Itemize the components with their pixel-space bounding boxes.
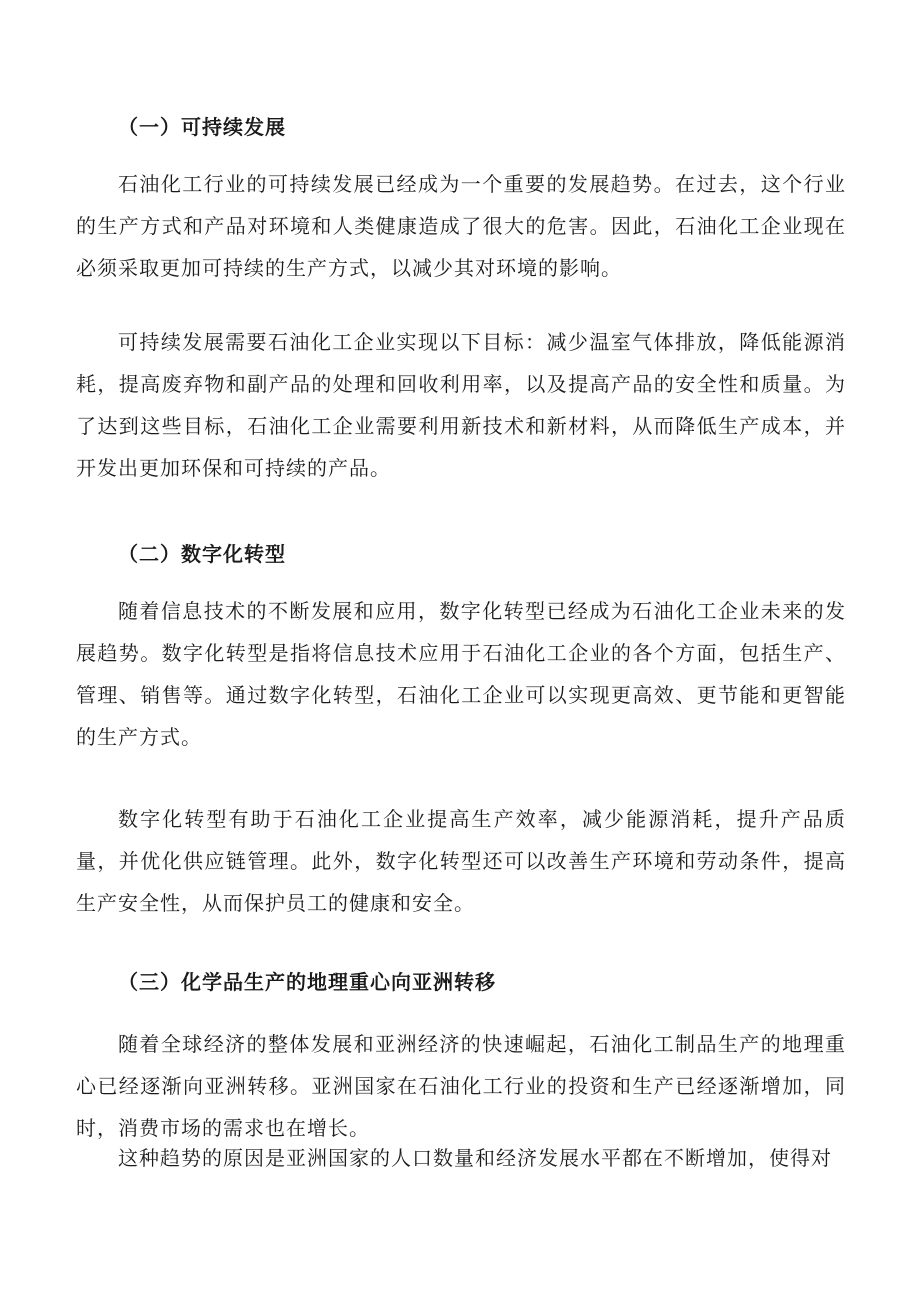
paragraph-sustainability-goals: 可持续发展需要石油化工企业实现以下目标：减少温室气体排放，降低能源消耗，提高废弃物和副产品的处理和回收利用率，以及提高产品的安全性和质量。为了达到这些目标，石油化工企业需要利用新技术和新材料，从而降低生产成本，并开发出更加环保和可持续的产品。 — [76, 330, 846, 480]
paragraph-digital-trend: 随着信息技术的不断发展和应用，数字化转型已经成为石油化工企业未来的发展趋势。数字化转型是指将信息技术应用于石油化工企业的各个方面，包括生产、管理、销售等。通过数字化转型，石油化工企业可以实现更高效、更节能和更智能的生产方式。 — [76, 599, 846, 749]
section-heading-digital-transformation: （二）数字化转型 — [118, 542, 286, 566]
paragraph-digital-benefits: 数字化转型有助于石油化工企业提高生产效率，减少能源消耗，提升产品质量，并优化供应链管理。此外，数字化转型还可以改善生产环境和劳动条件，提高生产安全性，从而保护员工的健康和安全。 — [76, 807, 846, 915]
paragraph-asia-shift-trend: 随着全球经济的整体发展和亚洲经济的快速崛起，石油化工制品生产的地理重心已经逐渐向亚洲转移。亚洲国家在石油化工行业的投资和生产已经逐渐增加，同时，消费市场的需求也在增长。 — [76, 1032, 846, 1140]
paragraph-asia-shift-reason: 这种趋势的原因是亚洲国家的人口数量和经济发展水平都在不断增加，使得对 — [118, 1146, 832, 1170]
paragraph-sustainability-trend: 石油化工行业的可持续发展已经成为一个重要的发展趋势。在过去，这个行业的生产方式和产品对环境和人类健康造成了很大的危害。因此，石油化工企业现在必须采取更加可持续的生产方式，以减少其对环境的影响。 — [76, 172, 846, 280]
section-heading-sustainable-development: （一）可持续发展 — [118, 115, 286, 139]
section-heading-asia-shift: （三）化学品生产的地理重心向亚洲转移 — [118, 970, 496, 994]
